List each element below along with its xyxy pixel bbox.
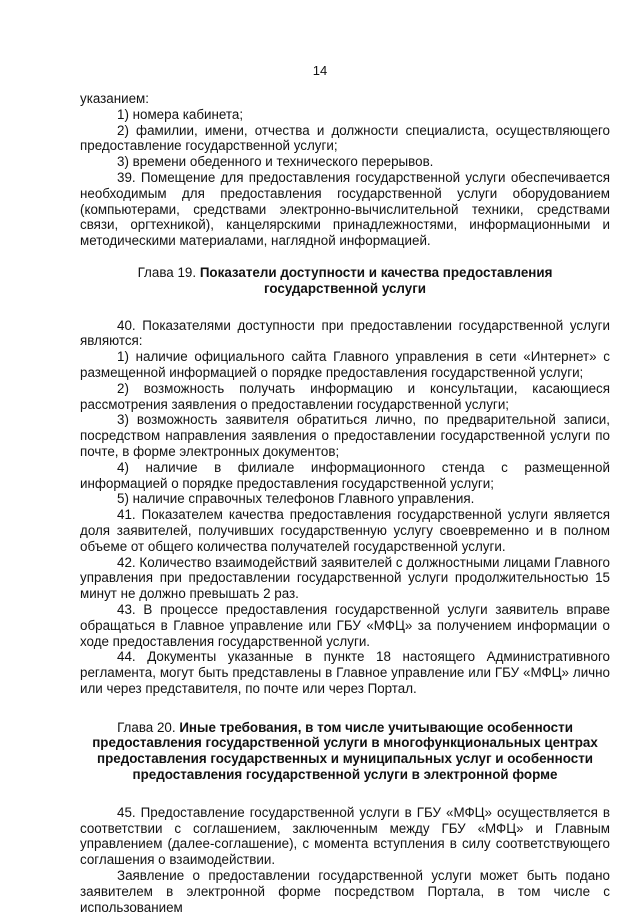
chapter-20-heading xyxy=(80,720,610,783)
list-item: 4) наличие в филиале информационного стенда с размещенной информацией о порядке предоставления государственной услуги; xyxy=(80,459,610,491)
document-body xyxy=(80,91,610,915)
list-item: 2) возможность получать информацию и консультации, касающиеся рассмотрения заявления о предоставлении государственной услуги; xyxy=(80,380,610,412)
chapter-19-title: Показатели доступности и качества предоставления государственной услуги xyxy=(199,264,553,296)
paragraph-41: 41. Показателем качества предоставления государственной услуги является доля заявителей, получивших государственную услугу своевременно и в полном объеме от общего количества получателей государственной услуги. xyxy=(80,507,610,554)
chapter-19-heading xyxy=(80,265,610,297)
list-item: 3) времени обеденного и технического перерывов. xyxy=(117,154,434,170)
chapter-20-prefix: Глава 20. xyxy=(117,719,176,735)
list-item: 1) номера кабинета; xyxy=(117,106,244,122)
paragraph-40: 40. Показателями доступности при предоставлении государственной услуги являются: xyxy=(80,317,610,349)
paragraph-45: 45. Предоставление государственной услуги в ГБУ «МФЦ» осуществляется в соответствии с соглашением, заключенным между ГБУ «МФЦ» и Главным управлением (далее-соглашение), с момента вступления в силу соответствующего соглашения о взаимодействии. xyxy=(80,804,610,868)
paragraph-44: 44. Документы указанные в пункте 18 настоящего Административного регламента, могут быть представлены в Главное управление или ГБУ «МФЦ» лично или через представителя, по почте или через Портал. xyxy=(80,649,610,696)
chapter-20-title: Иные требования, в том числе учитывающие особенности предоставления государственной услуги в многофункциональных центрах предоставления государственных и муниципальных услуг и особенности предоставления государственной услуги в электронной форме xyxy=(92,719,598,783)
chapter-19-prefix: Глава 19. xyxy=(137,264,197,280)
list-item: 1) наличие официального сайта Главного управления в сети «Интернет» с размещенной информацией о порядке предоставления государственной услуги; xyxy=(80,349,610,380)
paragraph-43: 43. В процессе предоставления государственной услуги заявитель вправе обращаться в Главное управление или ГБУ «МФЦ» за получением информации о ходе предоставления государственной услуги. xyxy=(80,601,610,649)
paragraph-42: 42. Количество взаимодействий заявителей с должностными лицами Главного управления при предоставлении государственной услуги продолжительностью 15 минут не должно превышать 2 раз. xyxy=(80,554,610,602)
paragraph: Заявление о предоставлении государственной услуги может быть подано заявителем в электронной форме посредством Портала, в том числе с использованием xyxy=(80,868,610,915)
list-item: 3) возможность заявителя обратиться лично, по предварительной записи, посредством направления заявления о предоставлении государственной услуги по почте, в форме электронных документов; xyxy=(80,412,610,459)
paragraph: указанием: xyxy=(80,91,149,106)
paragraph-39: 39. Помещение для предоставления государственной услуги обеспечивается необходимым для предоставления государственной услуги оборудованием (компьютерами, средствами электронно-вычислительной техники, средствами связи, оргтехникой), канцелярскими принадлежностями, информационными и методическими материалами, наглядной информацией. xyxy=(80,169,610,249)
list-item: 2) фамилии, имени, отчества и должности специалиста, осуществляющего предоставление государственной услуги; xyxy=(80,122,610,154)
page-number: 14 xyxy=(312,63,328,78)
list-item: 5) наличие справочных телефонов Главного управления. xyxy=(117,491,475,507)
